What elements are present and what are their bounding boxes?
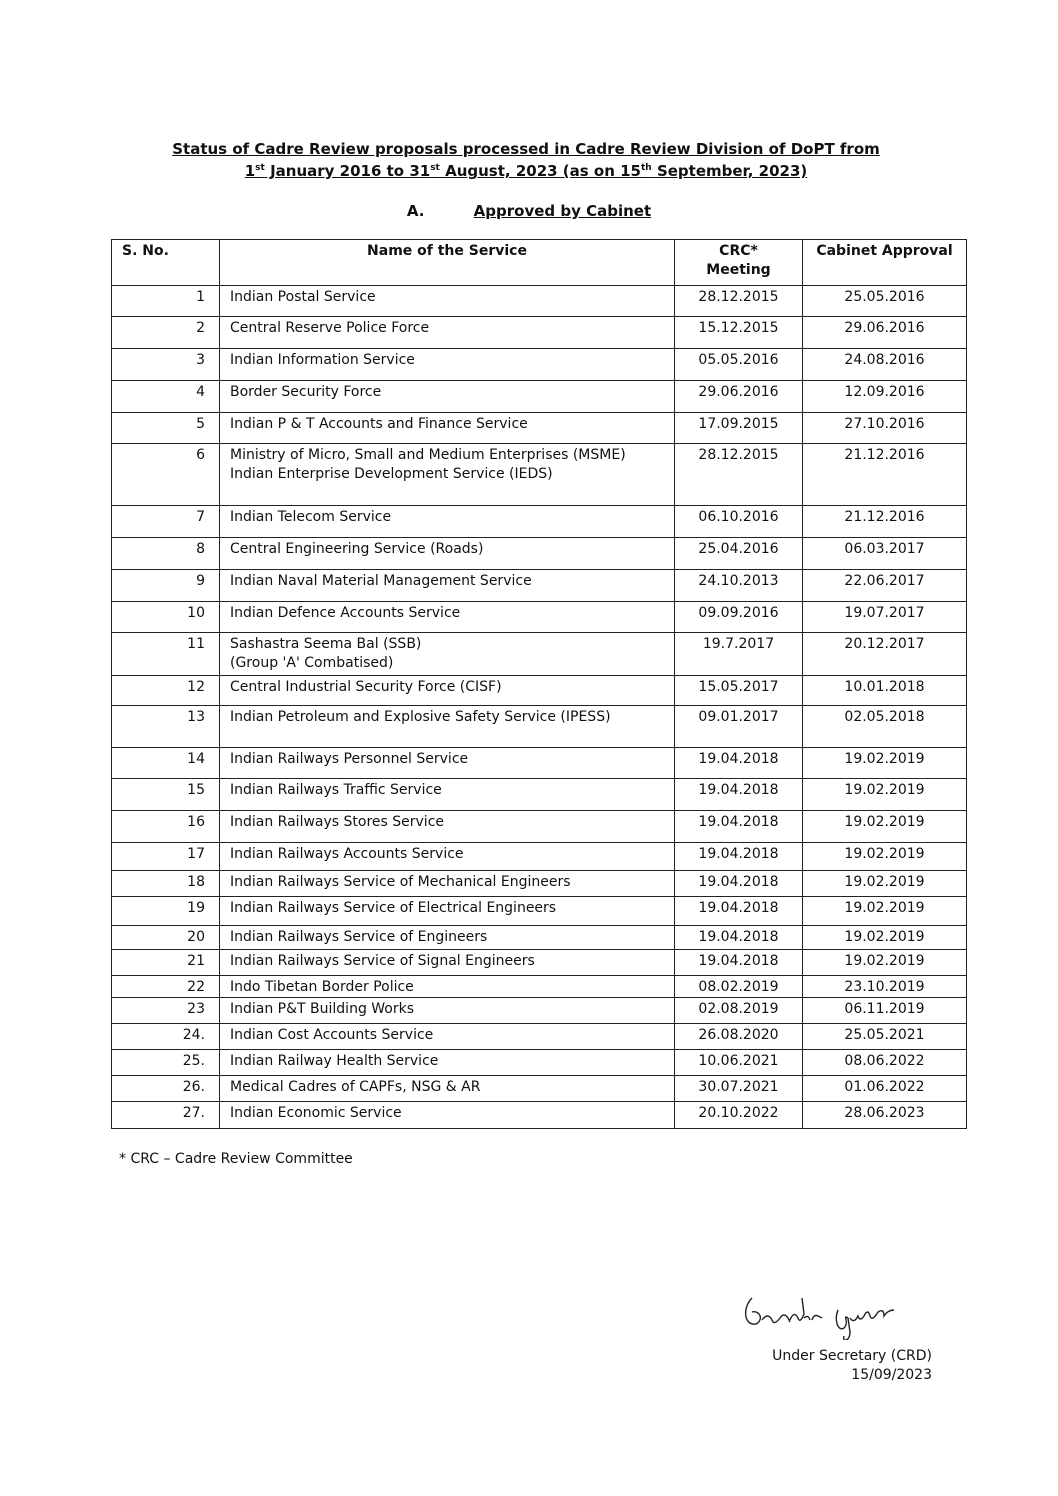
row-service-name: Indian Railways Service of Mechanical Engineers [220,871,675,897]
row-sno: 26. [112,1076,220,1102]
table-row [112,413,967,444]
row-cabinet-approval-date: 19.02.2019 [803,897,967,926]
row-cabinet-approval-date: 25.05.2016 [803,286,967,317]
row-crc-meeting-date: 10.06.2021 [675,1050,803,1076]
handwritten-signature [738,1290,968,1340]
row-cabinet-approval-date: 19.02.2019 [803,748,967,779]
row-service-name: Indo Tibetan Border Police [220,976,675,998]
table-row [112,811,967,843]
table-row [112,1102,967,1129]
row-crc-meeting-date: 24.10.2013 [675,570,803,602]
footnote: * CRC – Cadre Review Committee [119,1151,353,1167]
row-cabinet-approval-date: 10.01.2018 [803,676,967,706]
cadre-review-table [111,239,967,1129]
table-row [112,976,967,998]
table-row [112,602,967,633]
row-sno: 19 [112,897,220,926]
row-cabinet-approval-date: 21.12.2016 [803,506,967,538]
row-sno: 15 [112,779,220,811]
signature-date: 15/09/2023 [851,1367,932,1383]
title-sup: th [641,163,652,173]
row-crc-meeting-date: 19.04.2018 [675,897,803,926]
row-cabinet-approval-date: 27.10.2016 [803,413,967,444]
document-title [0,140,1052,181]
header-sno: S. No. [112,240,220,286]
row-crc-meeting-date: 06.10.2016 [675,506,803,538]
row-service-name: Indian P&T Building Works [220,998,675,1024]
row-cabinet-approval-date: 19.07.2017 [803,602,967,633]
title-line-1: Status of Cadre Review proposals processed in Cadre Review Division of DoPT from [172,140,880,158]
row-service-name: Indian Railways Traffic Service [220,779,675,811]
header-cabinet-approval: Cabinet Approval [803,240,967,286]
row-crc-meeting-date: 25.04.2016 [675,538,803,570]
row-crc-meeting-date: 19.04.2018 [675,779,803,811]
row-crc-meeting-date: 28.12.2015 [675,286,803,317]
row-cabinet-approval-date: 20.12.2017 [803,633,967,676]
row-service-name: Indian Railways Accounts Service [220,843,675,871]
row-service-name: Medical Cadres of CAPFs, NSG & AR [220,1076,675,1102]
table-row [112,843,967,871]
row-sno: 17 [112,843,220,871]
row-service-name: Sashastra Seema Bal (SSB) (Group 'A' Combatised) [220,633,675,676]
row-sno: 12 [112,676,220,706]
row-crc-meeting-date: 09.01.2017 [675,706,803,748]
row-crc-meeting-date: 19.7.2017 [675,633,803,676]
row-sno: 7 [112,506,220,538]
row-sno: 2 [112,317,220,349]
row-sno: 1 [112,286,220,317]
table-row [112,349,967,381]
row-crc-meeting-date: 09.09.2016 [675,602,803,633]
row-cabinet-approval-date: 12.09.2016 [803,381,967,413]
table-row [112,1076,967,1102]
row-sno: 3 [112,349,220,381]
row-crc-meeting-date: 19.04.2018 [675,811,803,843]
table-row [112,444,967,506]
signature-block [738,1347,932,1385]
row-service-name: Indian Petroleum and Explosive Safety Service (IPESS) [220,706,675,748]
row-sno: 24. [112,1024,220,1050]
row-sno: 16 [112,811,220,843]
row-crc-meeting-date: 19.04.2018 [675,950,803,976]
row-sno: 25. [112,1050,220,1076]
table-row [112,748,967,779]
table-row [112,1050,967,1076]
row-service-name: Indian Railway Health Service [220,1050,675,1076]
row-cabinet-approval-date: 19.02.2019 [803,950,967,976]
row-service-name: Indian Cost Accounts Service [220,1024,675,1050]
row-service-name: Indian Railways Stores Service [220,811,675,843]
row-sno: 20 [112,926,220,950]
row-service-name: Indian Railways Service of Engineers [220,926,675,950]
row-cabinet-approval-date: 25.05.2021 [803,1024,967,1050]
row-service-name: Ministry of Micro, Small and Medium Enterprises (MSME) Indian Enterprise Development Service (IEDS) [220,444,675,506]
row-cabinet-approval-date: 24.08.2016 [803,349,967,381]
row-service-name: Indian Information Service [220,349,675,381]
table-body [112,286,967,1129]
row-crc-meeting-date: 15.05.2017 [675,676,803,706]
row-sno: 6 [112,444,220,506]
title-line-2 [0,159,1052,181]
row-service-name: Indian Postal Service [220,286,675,317]
row-cabinet-approval-date: 19.02.2019 [803,843,967,871]
table-row [112,286,967,317]
row-cabinet-approval-date: 06.03.2017 [803,538,967,570]
row-service-name: Central Reserve Police Force [220,317,675,349]
row-cabinet-approval-date: 28.06.2023 [803,1102,967,1129]
row-cabinet-approval-date: 19.02.2019 [803,779,967,811]
row-crc-meeting-date: 20.10.2022 [675,1102,803,1129]
table-row [112,570,967,602]
header-service-name: Name of the Service [220,240,675,286]
row-service-name: Indian Economic Service [220,1102,675,1129]
row-service-name: Central Industrial Security Force (CISF) [220,676,675,706]
row-sno: 27. [112,1102,220,1129]
row-sno: 18 [112,871,220,897]
row-cabinet-approval-date: 08.06.2022 [803,1050,967,1076]
row-cabinet-approval-date: 02.05.2018 [803,706,967,748]
row-service-name: Central Engineering Service (Roads) [220,538,675,570]
row-sno: 9 [112,570,220,602]
row-crc-meeting-date: 26.08.2020 [675,1024,803,1050]
row-crc-meeting-date: 17.09.2015 [675,413,803,444]
row-crc-meeting-date: 30.07.2021 [675,1076,803,1102]
row-crc-meeting-date: 19.04.2018 [675,843,803,871]
section-title: Approved by Cabinet [473,202,652,220]
table-row [112,779,967,811]
row-service-name: Indian Telecom Service [220,506,675,538]
row-sno: 14 [112,748,220,779]
table-row [112,317,967,349]
signatory-designation: Under Secretary (CRD) [772,1348,932,1364]
table-row [112,633,967,676]
row-sno: 22 [112,976,220,998]
row-crc-meeting-date: 28.12.2015 [675,444,803,506]
row-sno: 4 [112,381,220,413]
row-cabinet-approval-date: 19.02.2019 [803,926,967,950]
title-part: September, 2023) [651,162,808,180]
row-crc-meeting-date: 08.02.2019 [675,976,803,998]
title-part: August, 2023 (as on 15 [439,162,641,180]
row-service-name: Border Security Force [220,381,675,413]
header-crc-meeting: CRC* Meeting [675,240,803,286]
row-sno: 5 [112,413,220,444]
row-service-name: Indian Railways Service of Signal Engineers [220,950,675,976]
table-row [112,950,967,976]
section-letter: A. [406,202,425,220]
row-cabinet-approval-date: 29.06.2016 [803,317,967,349]
row-service-name: Indian Railways Service of Electrical Engineers [220,897,675,926]
row-cabinet-approval-date: 19.02.2019 [803,871,967,897]
row-crc-meeting-date: 19.04.2018 [675,926,803,950]
table-row [112,998,967,1024]
row-service-name: Indian Defence Accounts Service [220,602,675,633]
table-row [112,706,967,748]
row-cabinet-approval-date: 19.02.2019 [803,811,967,843]
title-sup: st [255,163,265,173]
row-sno: 10 [112,602,220,633]
title-part: January 2016 to 31 [264,162,431,180]
title-part: 1 [244,162,256,180]
row-crc-meeting-date: 02.08.2019 [675,998,803,1024]
row-cabinet-approval-date: 01.06.2022 [803,1076,967,1102]
row-sno: 23 [112,998,220,1024]
row-service-name: Indian Naval Material Management Service [220,570,675,602]
section-heading [0,202,1058,220]
row-sno: 11 [112,633,220,676]
title-sup: st [430,163,440,173]
table-row [112,538,967,570]
table-row [112,926,967,950]
row-crc-meeting-date: 19.04.2018 [675,748,803,779]
table-header-row [112,240,967,286]
table-row [112,897,967,926]
row-crc-meeting-date: 29.06.2016 [675,381,803,413]
table-row [112,871,967,897]
row-service-name: Indian P & T Accounts and Finance Service [220,413,675,444]
row-sno: 21 [112,950,220,976]
row-sno: 13 [112,706,220,748]
row-crc-meeting-date: 19.04.2018 [675,871,803,897]
table-row [112,1024,967,1050]
row-cabinet-approval-date: 06.11.2019 [803,998,967,1024]
row-sno: 8 [112,538,220,570]
row-cabinet-approval-date: 21.12.2016 [803,444,967,506]
table-row [112,676,967,706]
table-row [112,381,967,413]
row-crc-meeting-date: 15.12.2015 [675,317,803,349]
row-crc-meeting-date: 05.05.2016 [675,349,803,381]
row-cabinet-approval-date: 23.10.2019 [803,976,967,998]
row-service-name: Indian Railways Personnel Service [220,748,675,779]
row-cabinet-approval-date: 22.06.2017 [803,570,967,602]
table-row [112,506,967,538]
